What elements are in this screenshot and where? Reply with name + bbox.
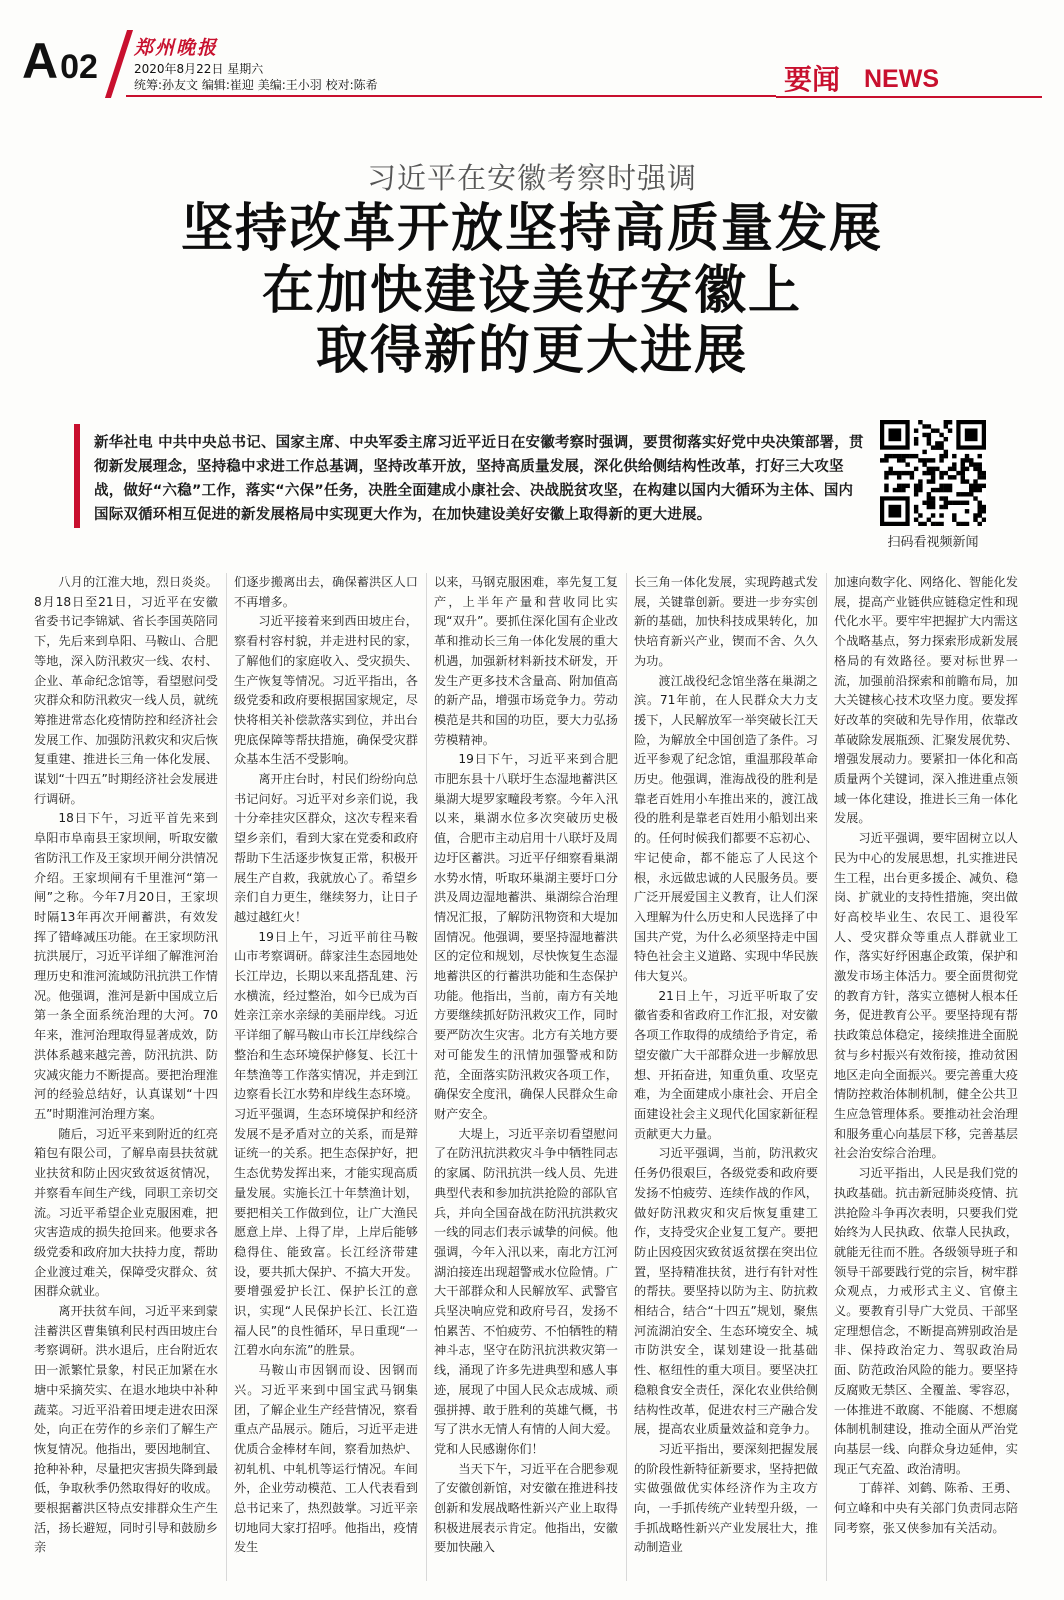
paragraph: 们逐步搬离出去，确保蓄洪区人口不再增多。 <box>234 575 418 609</box>
section-label-cn: 要闻 <box>784 63 841 96</box>
page-letter: A <box>22 33 59 89</box>
paragraph: 丁薛祥、刘鹤、陈希、王勇、何立峰和中央有关部门负责同志陪同考察，张又侠参加有关活动。 <box>834 1481 1018 1535</box>
lead-accent-bar <box>74 424 80 528</box>
article-column-4 <box>634 573 818 1583</box>
headline-line-2: 在加快建设美好安徽上 <box>261 261 802 321</box>
article-kicker: 习近平在安徽考察时强调 <box>366 161 697 195</box>
paragraph: 习近平指出，要深刻把握发展的阶段性新特征新要求，坚持把做实做强做优实体经济作为主攻方向，一手抓传统产业转型升级，一手抓战略性新兴产业发展壮大，推动制造业 <box>634 1441 818 1555</box>
lead-text: 中共中央总书记、国家主席、中央军委主席习近平近日在安徽考察时强调，要贯彻落实好党中央决策部署，贯彻新发展理念，坚持稳中求进工作总基调，坚持改革开放，坚持高质量发展，深化供给侧结构性改革，打好三大攻坚战，做好“六稳”工作，落实“六保”任务，决胜全面建成小康社会、决战脱贫攻坚，在构建以国内大循环为主体、国内国际双循环相互促进的新发展格局中实现更大作为，在加快建设美好安徽上取得新的更大进展。 <box>94 435 864 523</box>
qr-code-icon <box>880 420 986 526</box>
paragraph: 习近平强调，当前，防汛救灾任务仍很艰巨，各级党委和政府要发扬不怕疲劳、连续作战的作风，做好防汛救灾和灾后恢复重建工作，支持受灾企业复工复产。要把防止因疫因灾致贫返贫摆在突出位置，坚持精准扶贫，进行有针对性的帮扶。要坚持以防为主、防抗救相结合，结合“十四五”规划，聚焦河流湖泊安全、生态环境安全、城市防洪安全，谋划建设一批基础性、枢纽性的重大项目。要坚决扛稳粮食安全责任，深化农业供给侧结构性改革，促进农村三产融合发展，提高农业质量效益和竞争力。 <box>634 1146 818 1437</box>
paragraph: 离开扶贫车间，习近平来到蒙洼蓄洪区曹集镇利民村西田坡庄台考察调研。洪水退后，庄台附近农田一派繁忙景象，村民正加紧在水塘中采摘芡实、在退水地块中补种蔬菜。习近平沿着田埂走进农田深处，向正在劳作的乡亲们了解生产恢复情况。他指出，要因地制宜、抢种补种，尽量把灾害损失降到最低，争取秋季仍然取得好的收成。要根据蓄洪区特点安排群众生产生活，扬长避短，同时引导和鼓励乡亲 <box>34 1304 218 1555</box>
paragraph: 习近平强调，要牢固树立以人民为中心的发展思想，扎实推进民生工程，出台更多援企、减负、稳岗、扩就业的支持性措施，突出做好高校毕业生、农民工、退役军人、受灾群众等重点人群就业工作，落实好纾困惠企政策，保护和激发市场主体活力。要全面贯彻党的教育方针，落实立德树人根本任务，促进教育公平。要坚持现有帮扶政策总体稳定，接续推进全面脱贫与乡村振兴有效衔接，推动贫困地区走向全面振兴。要完善重大疫情防控救治体制机制，健全公共卫生应急管理体系。要推动社会治理和服务重心向基层下移，完善基层社会治安综合治理。 <box>834 831 1018 1161</box>
paragraph: 大堤上，习近平亲切看望慰问了在防汛抗洪救灾斗争中牺牲同志的家属、防汛抗洪一线人员、先进典型代表和参加抗洪抢险的部队官兵，并向全国奋战在防汛抗洪救灾一线的同志们表示诚挚的问候。他强调，今年入汛以来，南北方江河湖泊接连出现超警戒水位险情。广大干部群众和人民解放军、武警官兵坚决响应党和政府号召，发扬不怕累苦、不怕疲劳、不怕牺牲的精神斗志，坚守在防汛抗洪救灾第一线，涌现了许多先进典型和感人事迹，展现了中国人民众志成城、顽强拼搏、敢于胜利的英雄气概，书写了洪水无情人有情的人间大爱。党和人民感谢你们！ <box>434 1126 618 1456</box>
paragraph: 长三角一体化发展，实现跨越式发展，关键靠创新。要进一步夯实创新的基础，加快科技成果转化，加快培育新兴产业，锲而不舍、久久为功。 <box>634 575 818 668</box>
paragraph: 习近平指出，人民是我们党的执政基础。抗击新冠肺炎疫情、抗洪抢险斗争再次表明，只要我们党始终为人民执政、依靠人民执政，就能无往而不胜。各级领导班子和领导干部要践行党的宗旨，树牢群众观点，力戒形式主义、官僚主义。要教育引导广大党员、干部坚定理想信念，不断提高辨别政治是非、保持政治定力、驾驭政治局面、防范政治风险的能力。要坚持反腐败无禁区、全覆盖、零容忍，一体推进不敢腐、不能腐、不想腐体制机制建设，推动全面从严治党向基层一线、向群众身边延伸，实现正气充盈、政治清明。 <box>834 1166 1018 1476</box>
article-body <box>34 573 1038 1583</box>
header-rule-right <box>776 96 1042 98</box>
article-column-5 <box>834 573 1018 1583</box>
page-header <box>0 0 1064 100</box>
qr-code[interactable] <box>880 420 986 526</box>
paragraph: 离开庄台时，村民们纷纷向总书记问好。习近平对乡亲们说，我十分牵挂灾区群众，这次专程来看望乡亲们，看到大家在党委和政府帮助下生活逐步恢复正常，积极开展生产自救，我就放心了。希望乡亲们自力更生，继续努力，让日子越过越红火！ <box>234 772 418 924</box>
lead-source: 新华社电 <box>94 435 153 451</box>
paragraph: 加速向数字化、网络化、智能化发展，提高产业链供应链稳定性和现代化水平。要牢牢把握扩大内需这个战略基点，努力探索形成新发展格局的有效路径。要对标世界一流，加强前沿探索和前瞻布局，加大关键核心技术攻坚力度。要发挥好改革的突破和先导作用，依靠改革破除发展瓶颈、汇聚发展优势、增强发展动力。要紧扣一体化和高质量两个关键词，深入推进重点领域一体化建设，推进长三角一体化发展。 <box>834 575 1018 826</box>
editorial-credits: 统筹:孙友文 编辑:崔迎 美编:王小羽 校对:陈希 <box>134 78 378 92</box>
paragraph: 以来，马钢克服困难，率先复工复产，上半年产量和营收同比实现“双升”。要抓住深化国有企业改革和推动长三角一体化发展的重大机遇，加强新材料新技术研发，开发生产更多技术含量高、附加值高的新产品，增强市场竞争力。劳动模范是共和国的功臣，要大力弘扬劳模精神。 <box>434 575 618 747</box>
newspaper-masthead-logo: 郑州晚报 <box>134 37 219 59</box>
page-number-digits: 02 <box>60 48 98 86</box>
paragraph: 当天下午，习近平在合肥参观了安徽创新馆，对安徽在推进科技创新和发展战略性新兴产业上取得积极进展表示肯定。他指出，安徽要加快融入 <box>434 1461 618 1555</box>
paragraph: 渡江战役纪念馆坐落在巢湖之滨。71年前，在人民群众大力支援下，人民解放军一举突破长江天险，为解放全中国创造了条件。习近平参观了纪念馆，重温那段革命历史。他强调，淮海战役的胜利是靠老百姓用小车推出来的，渡江战役的胜利是靠老百姓用小船划出来的。任何时候我们都要不忘初心、牢记使命，都不能忘了人民这个根，永远做忠诚的人民服务员。要广泛开展爱国主义教育，让人们深入理解为什么历史和人民选择了中国共产党，为什么必须坚持走中国特色社会主义道路、实现中华民族伟大复兴。 <box>634 673 818 984</box>
issue-date: 2020年8月22日 星期六 <box>134 62 264 76</box>
article-lead <box>94 431 866 527</box>
paragraph: 21日上午，习近平听取了安徽省委和省政府工作汇报，对安徽各项工作取得的成绩给予肯定，希望安徽广大干部群众进一步解放思想、开拓奋进，知重负重、攻坚克难，为全面建成小康社会、开启全面建设社会主义现代化国家新征程贡献更大力量。 <box>634 988 818 1141</box>
paragraph: 马鞍山市因钢而设、因钢而兴。习近平来到中国宝武马钢集团，了解企业生产经营情况，察看重点产品展示。随后，习近平走进优质合金棒材车间，察看加热炉、初轧机、中轧机等运行情况。车间外，企业劳动模范、工人代表看到总书记来了，热烈鼓掌。习近平亲切地同大家打招呼。他指出，疫情发生 <box>234 1363 418 1555</box>
header-rule <box>126 95 776 97</box>
article-column-3 <box>434 573 618 1583</box>
paragraph: 19日上午，习近平前往马鞍山市考察调研。薛家洼生态园地处长江岸边，长期以来乱搭乱建、污水横流，经过整治，如今已成为百姓亲江亲水亲绿的美丽岸线。习近平详细了解马鞍山市长江岸线综合整治和生态环境保护修复、长江十年禁渔等工作落实情况，并走到江边察看长江水势和岸线生态环境。习近平强调，生态环境保护和经济发展不是矛盾对立的关系，而是辩证统一的关系。把生态保护好，把生态优势发挥出来，才能实现高质量发展。实施长江十年禁渔计划，要把相关工作做到位，让广大渔民愿意上岸、上得了岸，上岸后能够稳得住、能致富。长江经济带建设，要共抓大保护、不搞大开发。要增强爱护长江、保护长江的意识，实现“人民保护长江、长江造福人民”的良性循环，早日重现“一江碧水向东流”的胜景。 <box>234 929 418 1358</box>
paragraph: 随后，习近平来到附近的红亮箱包有限公司，了解阜南县扶贫就业扶贫和防止因灾致贫返贫情况，并察看车间生产线，同职工亲切交流。习近平希望企业克服困难，把灾害造成的损失抢回来。他要求各级党委和政府加大扶持力度，帮助企业渡过难关，保障受灾群众、贫困群众就业。 <box>34 1126 218 1299</box>
article-column-2 <box>234 573 418 1583</box>
qr-caption: 扫码看视频新闻 <box>887 535 979 550</box>
paragraph: 习近平接着来到西田坡庄台，察看村容村貌，并走进村民的家，了解他们的家庭收入、受灾损失、生产恢复等情况。习近平指出，各级党委和政府要根据国家规定，尽快将相关补偿款落实到位，并出台兜底保障等帮扶措施，确保受灾群众基本生活不受影响。 <box>234 614 418 767</box>
paragraph: 八月的江淮大地，烈日炎炎。8月18日至21日，习近平在安徽省委书记李锦斌、省长李国英陪同下，先后来到阜阳、马鞍山、合肥等地，深入防汛救灾一线、农村、企业、革命纪念馆等，看望慰问受灾群众和防汛救灾一线人员，就统筹推进常态化疫情防控和经济社会发展工作、加强防汛救灾和灾后恢复重建、推进长三角一体化发展、谋划“十四五”时期经济社会发展进行调研。 <box>34 575 218 806</box>
paragraph: 18日下午，习近平首先来到阜阳市阜南县王家坝闸，听取安徽省防汛工作及王家坝开闸分洪情况介绍。王家坝闸有千里淮河“第一闸”之称。今年7月20日，王家坝时隔13年再次开闸蓄洪，有效发挥了错峰减压功能。在王家坝防汛抗洪展厅，习近平详细了解淮河治理历史和淮河流域防汛抗洪工作情况。他强调，淮河是新中国成立后第一条全面系统治理的大河。70年来，淮河治理取得显著成效，防洪体系越来越完善，防汛抗洪、防灾减灾能力不断提高。要把治理淮河的经验总结好，认真谋划“十四五”时期淮河治理方案。 <box>34 811 218 1121</box>
page-number <box>22 33 98 89</box>
paragraph: 19日下午，习近平来到合肥市肥东县十八联圩生态湿地蓄洪区巢湖大堤罗家疃段考察。今年入汛以来，巢湖水位多次突破历史极值，合肥市主动启用十八联圩及周边圩区蓄洪。习近平仔细察看巢湖水势水情，听取环巢湖主要圩口分洪及周边湿地蓄洪、巢湖综合治理情况汇报，了解防汛物资和大堤加固情况。他强调，要坚持湿地蓄洪区的定位和规划，尽快恢复生态湿地蓄洪区的行蓄洪功能和生态保护功能。他指出，当前，南方有关地方要继续抓好防汛救灾工作，同时要严防次生灾害。北方有关地方要对可能发生的汛情加强警戒和防范，全面落实防汛救灾各项工作，确保安全度汛，确保人民群众生命财产安全。 <box>434 752 618 1121</box>
headline-line-3: 取得新的更大进展 <box>315 321 748 381</box>
section-label-en: NEWS <box>864 65 939 93</box>
article-column-1 <box>34 573 218 1583</box>
red-slash-divider <box>105 30 133 98</box>
headline-line-1: 坚持改革开放坚持高质量发展 <box>180 199 883 259</box>
